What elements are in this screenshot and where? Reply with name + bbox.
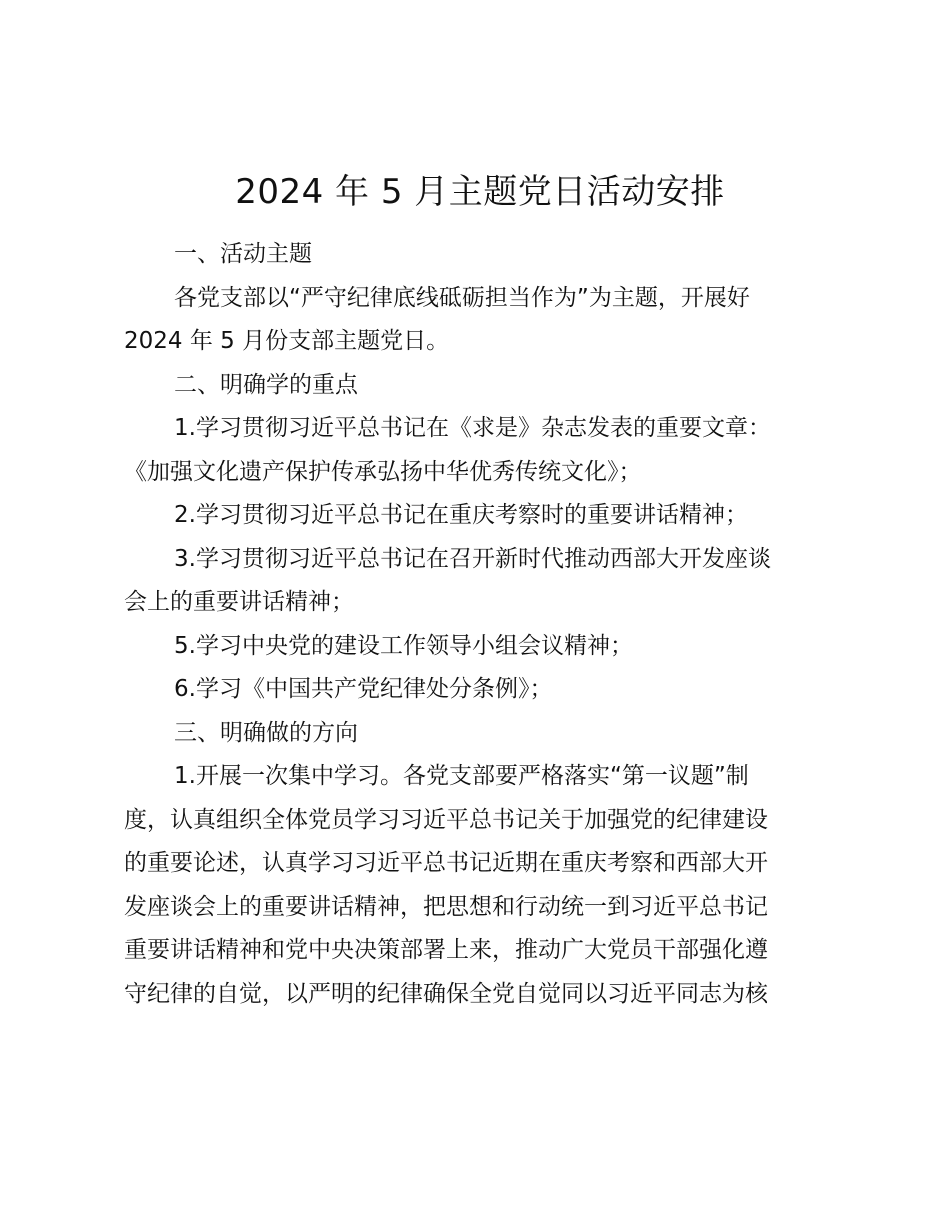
list-item-line: 《加强文化遗产保护传承弘扬中华优秀传统文化》； [124, 458, 642, 485]
paragraph-line: 1.开展一次集中学习。各党支部要严格落实“第一议题”制 [174, 763, 749, 789]
paragraph-line: 的重要论述，认真学习习近平总书记近期在重庆考察和西部大开 [124, 850, 768, 876]
list-item-line: 5.学习中央党的建设工作领导小组会议精神； [174, 632, 633, 659]
paragraph-line: 发座谈会上的重要讲话精神，把思想和行动统一到习近平总书记 [124, 893, 768, 920]
paragraph-line: 各党支部以“严守纪律底线砥砺担当作为”为主题，开展好 [174, 284, 750, 311]
list-item-line: 3.学习贯彻习近平总书记在召开新时代推动西部大开发座谈 [174, 545, 771, 572]
list-item-line: 会上的重要讲话精神； [124, 589, 354, 615]
document-body [124, 233, 824, 1016]
list-item-line: 1.学习贯彻习近平总书记在《求是》杂志发表的重要文章： [174, 415, 771, 441]
list-item-line: 6.学习《中国共产党纪律处分条例》； [174, 676, 553, 702]
list-item-line: 2.学习贯彻习近平总书记在重庆考察时的重要讲话精神； [174, 502, 748, 528]
section-heading-activity-theme: 一、活动主题 [174, 241, 312, 267]
section-heading-study-focus: 二、明确学的重点 [174, 371, 358, 398]
section-heading-action-direction: 三、明确做的方向 [174, 719, 358, 746]
paragraph-line: 2024 年 5 月份支部主题党日。 [124, 328, 450, 354]
paragraph-line: 度，认真组织全体党员学习习近平总书记关于加强党的纪律建设 [124, 806, 768, 833]
page-title: 2024 年 5 月主题党日活动安排 [235, 172, 725, 212]
paragraph-line: 守纪律的自觉，以严明的纪律确保全党自觉同以习近平同志为核 [124, 980, 768, 1007]
paragraph-line: 重要讲话精神和党中央决策部署上来，推动广大党员干部强化遵 [124, 937, 768, 963]
